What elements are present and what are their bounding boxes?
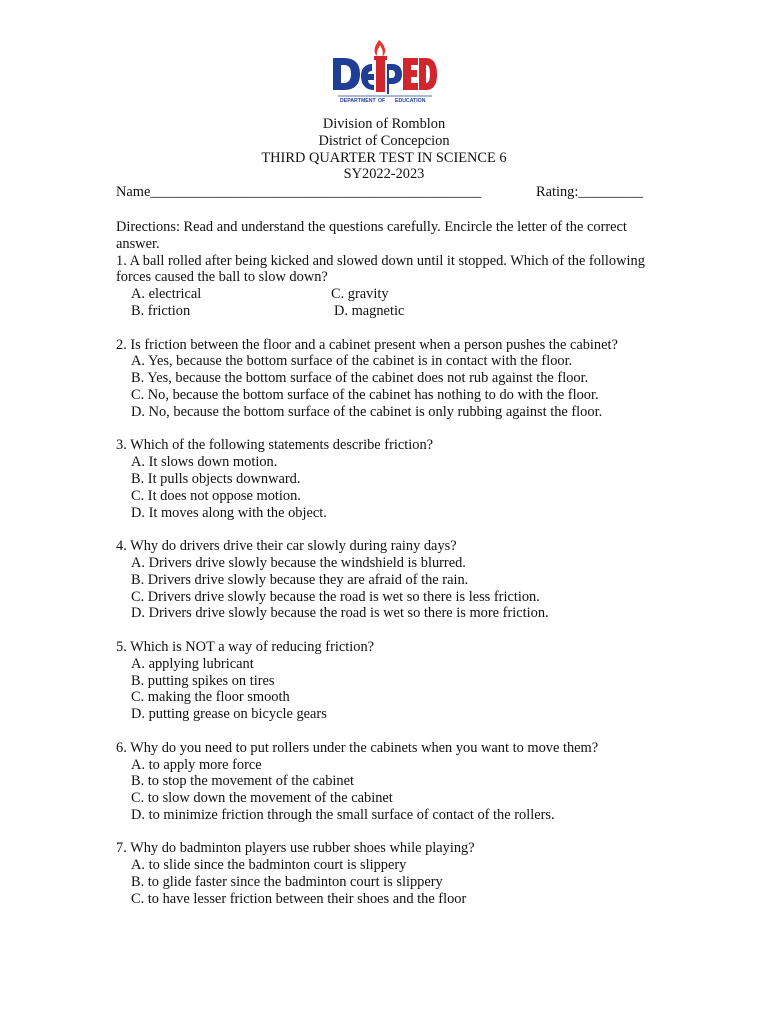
logo-of-text: OF bbox=[378, 98, 386, 104]
answer-option[interactable]: A. to slide since the badminton court is slippery bbox=[131, 857, 407, 874]
division-name: Division of Romblon bbox=[322, 116, 446, 132]
answer-option[interactable]: A. to apply more force bbox=[131, 756, 262, 773]
answer-option[interactable]: A. It slows down motion. bbox=[131, 454, 278, 471]
answer-options bbox=[116, 454, 656, 521]
question-text: 4. Why do drivers drive their car slowly during rainy days? bbox=[116, 538, 457, 555]
answer-options bbox=[116, 286, 656, 320]
question-6 bbox=[116, 740, 656, 824]
deped-logo bbox=[330, 38, 438, 108]
deped-logo-graphic bbox=[330, 38, 438, 108]
answer-option[interactable]: C. No, because the bottom surface of the cabinet has nothing to do with the floor. bbox=[131, 386, 599, 403]
answer-option[interactable]: B. to stop the movement of the cabinet bbox=[131, 773, 355, 790]
answer-option[interactable]: C. to have lesser friction between their shoes and the floor bbox=[131, 890, 467, 907]
question-3 bbox=[116, 437, 656, 521]
logo-education-text: EDUCATION bbox=[395, 98, 426, 104]
answer-option[interactable]: D. putting grease on bicycle gears bbox=[131, 706, 327, 723]
answer-options bbox=[116, 353, 656, 420]
answer-option[interactable]: D. No, because the bottom surface of the cabinet is only rubbing against the floor. bbox=[131, 403, 603, 420]
question-1 bbox=[116, 253, 656, 320]
answer-option[interactable]: B. to glide faster since the badminton court is slippery bbox=[131, 874, 443, 891]
answer-option[interactable]: D. Drivers drive slowly because the road is wet so there is more friction. bbox=[131, 605, 549, 622]
test-title: THIRD QUARTER TEST IN SCIENCE 6 bbox=[261, 149, 507, 166]
answer-option[interactable]: B. It pulls objects downward. bbox=[131, 470, 301, 487]
question-7 bbox=[116, 840, 656, 907]
question-5 bbox=[116, 639, 656, 723]
question-text: 6. Why do you need to put rollers under the cabinets when you want to move them? bbox=[116, 739, 599, 756]
answer-option[interactable]: B. Yes, because the bottom surface of the cabinet does not rub against the floor. bbox=[131, 370, 589, 387]
school-year: SY2022-2023 bbox=[343, 166, 425, 183]
question-text: 1. A ball rolled after being kicked and slowed down until it stopped. Which of the following forces caused the ball to slow down? bbox=[116, 252, 645, 286]
answer-option[interactable]: C. making the floor smooth bbox=[131, 689, 290, 706]
district-name: District of Concepcion bbox=[318, 132, 450, 149]
question-text: 2. Is friction between the floor and a cabinet present when a person pushes the cabinet? bbox=[116, 336, 618, 353]
test-header bbox=[116, 116, 652, 183]
question-text: 5. Which is NOT a way of reducing friction? bbox=[116, 638, 375, 655]
answer-option[interactable]: A. Drivers drive slowly because the windshield is blurred. bbox=[131, 554, 466, 571]
question-text: 7. Why do badminton players use rubber shoes while playing? bbox=[116, 840, 475, 857]
question-4 bbox=[116, 538, 656, 622]
answer-option[interactable]: B. Drivers drive slowly because they are afraid of the rain. bbox=[131, 571, 469, 588]
answer-options bbox=[116, 555, 656, 622]
name-rating-row bbox=[116, 184, 656, 201]
answer-option[interactable]: C. It does not oppose motion. bbox=[131, 487, 301, 504]
answer-options bbox=[116, 656, 656, 723]
test-body bbox=[116, 219, 656, 908]
question-text: 3. Which of the following statements describe friction? bbox=[116, 437, 434, 454]
answer-option[interactable]: A. electrical bbox=[131, 286, 202, 303]
rating-field[interactable]: Rating:_________ bbox=[536, 184, 644, 200]
question-2 bbox=[116, 337, 656, 421]
answer-option[interactable]: C. Drivers drive slowly because the road is wet so there is less friction. bbox=[131, 588, 540, 605]
answer-option[interactable]: B. putting spikes on tires bbox=[131, 672, 275, 689]
answer-option[interactable]: A. Yes, because the bottom surface of the cabinet is in contact with the floor. bbox=[131, 353, 573, 370]
answer-option[interactable]: B. friction bbox=[131, 302, 191, 319]
answer-option[interactable]: C. to slow down the movement of the cabinet bbox=[131, 790, 393, 807]
answer-option[interactable]: D. magnetic bbox=[334, 302, 405, 319]
name-field[interactable]: Name______________________________________________ bbox=[116, 184, 482, 200]
answer-options bbox=[116, 757, 656, 824]
answer-option[interactable]: C. gravity bbox=[331, 286, 389, 303]
logo-department-text: DEPARTMENT bbox=[340, 98, 376, 104]
answer-option[interactable]: D. to minimize friction through the small surface of contact of the rollers. bbox=[131, 806, 555, 823]
answer-option[interactable]: A. applying lubricant bbox=[131, 655, 254, 672]
directions: Directions: Read and understand the questions carefully. Encircle the letter of the correct answer. bbox=[116, 219, 627, 252]
answer-options bbox=[116, 857, 656, 907]
answer-option[interactable]: D. It moves along with the object. bbox=[131, 504, 327, 521]
